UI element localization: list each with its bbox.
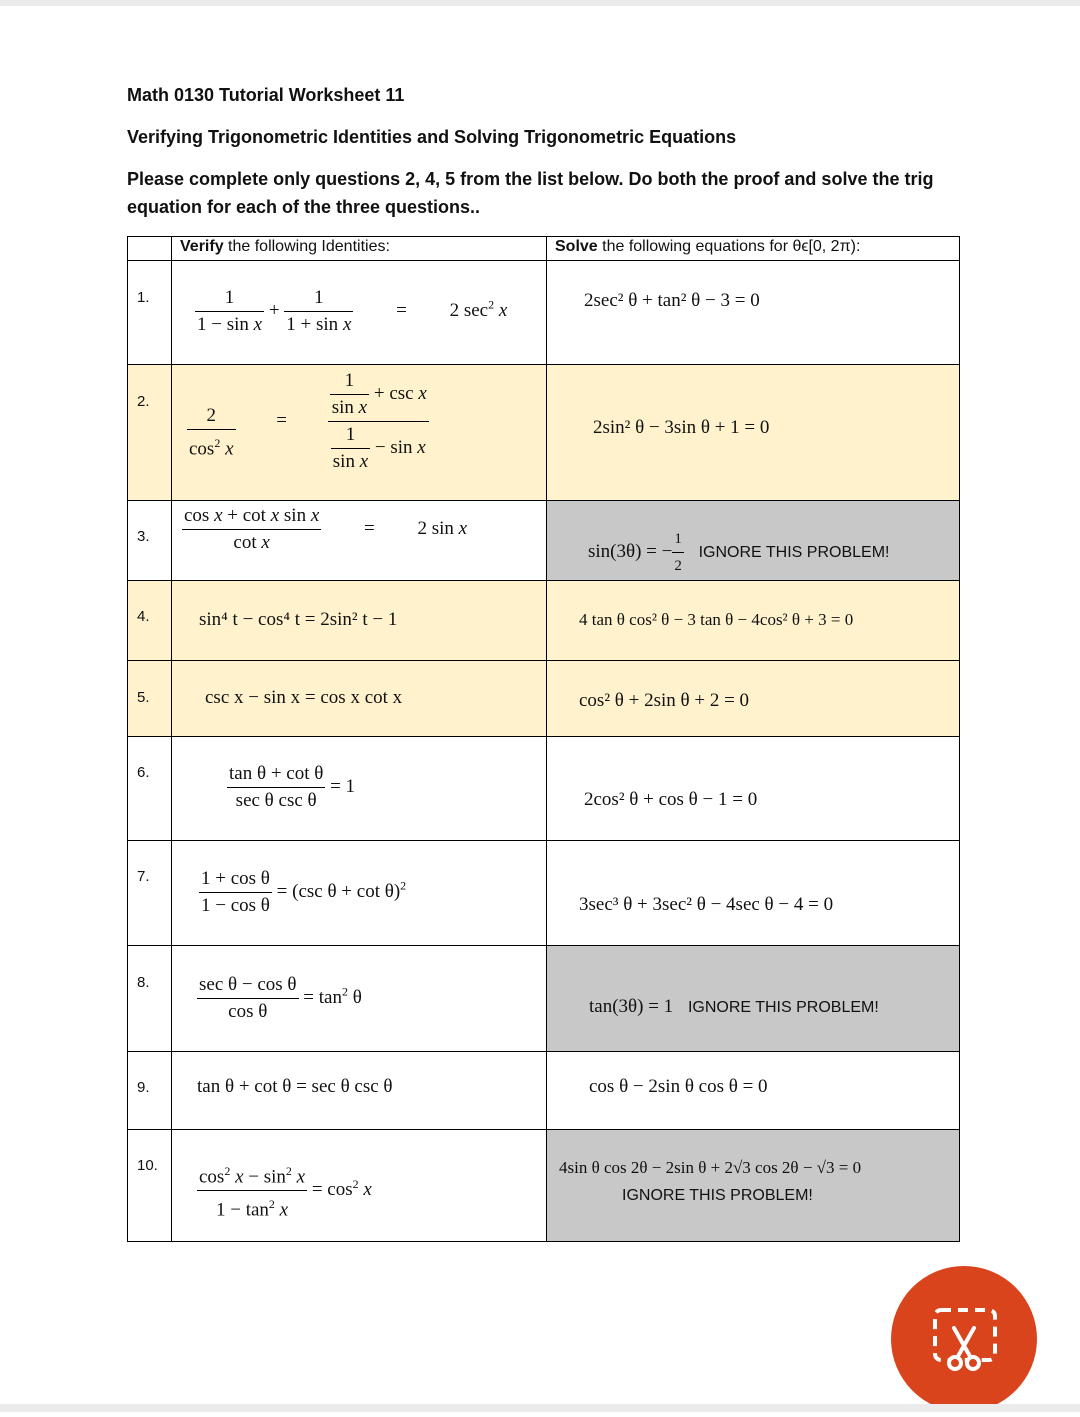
row-number: 9. bbox=[137, 1079, 150, 1096]
ignore-note-3: IGNORE THIS PROBLEM! bbox=[698, 543, 890, 561]
row-number: 7. bbox=[137, 868, 150, 885]
top-bar bbox=[0, 0, 1080, 6]
equation-5: cos² θ + 2sin θ + 2 = 0 bbox=[579, 690, 750, 711]
identity-1: $\frac{1}{\text{1 − sin x}}$ + $\frac{1}{\text{1 + sin x}}$ = 2 $\sec^2 x$ bbox=[197, 287, 508, 335]
ignore-note-8: IGNORE THIS PROBLEM! bbox=[687, 999, 879, 1016]
row-number: 4. bbox=[137, 608, 150, 625]
worksheet-subtitle: Verifying Trigonometric Identities and Solving Trigonometric Equations bbox=[127, 127, 737, 147]
identity-3: $\frac{\text{cos x + cot x sin x}}{\text{cot x}}$ = 2 sin x bbox=[184, 505, 468, 553]
row-number: 2. bbox=[137, 393, 150, 410]
row-4-5-highlight bbox=[127, 581, 960, 736]
screenshot-scissors-icon bbox=[891, 1266, 1037, 1412]
identity-9: tan θ + cot θ = sec θ csc θ bbox=[197, 1076, 393, 1097]
equation-1: 2sec² θ + tan² θ − 3 = 0 bbox=[584, 290, 760, 311]
worksheet-title: Math 0130 Tutorial Worksheet 11 bbox=[127, 85, 405, 105]
identity-10: $\frac{\cos^2 x - \sin^2 x}{1 - \tan^2 x}$ = $\cos^2 x$ bbox=[197, 1158, 372, 1224]
identity-2: $\frac{2}{\cos^2 x}$ = $\frac{1}{\text{sin x}}$ + csc x $\frac{1}{\text{sin x}}$ − sin x bbox=[189, 370, 427, 472]
screenshot-fab-button[interactable] bbox=[891, 1266, 1037, 1412]
row-number: 8. bbox=[137, 974, 150, 991]
equation-7: 3sec³ θ + 3sec² θ − 4sec θ − 4 = 0 bbox=[579, 894, 834, 915]
row-number: 1. bbox=[137, 289, 150, 306]
equation-10: 4sin θ cos 2θ − 2sin θ + 2√3 cos 2θ − √3 = 0 bbox=[559, 1158, 862, 1177]
row-10-solve-gray bbox=[546, 1130, 960, 1242]
equation-2: 2sin² θ − 3sin θ + 1 = 0 bbox=[593, 417, 770, 438]
ignore-note-10: IGNORE THIS PROBLEM! bbox=[622, 1187, 813, 1204]
equation-4: 4 tan θ cos² θ − 3 tan θ − 4cos² θ + 3 = 0 bbox=[579, 610, 854, 629]
identity-5: csc x − sin x = cos x cot x bbox=[205, 687, 403, 708]
identity-8: $\frac{\text{sec θ − cos θ}}{\text{cos θ}}$ = $\tan^2 \theta$ bbox=[199, 974, 362, 1022]
header-solve: Solve the following equations for θϵ[0, 2π): bbox=[555, 238, 861, 255]
identity-6: $\frac{\text{tan θ + cot θ}}{\text{sec θ csc θ}}$ = 1 bbox=[229, 763, 356, 811]
equation-6: 2cos² θ + cos θ − 1 = 0 bbox=[584, 789, 758, 810]
bottom-bar bbox=[0, 1404, 1080, 1412]
identity-4: sin⁴ t − cos⁴ t = 2sin² t − 1 bbox=[199, 609, 398, 630]
header-verify: Verify the following Identities: bbox=[180, 238, 390, 255]
equation-3: sin(3θ) = − $\frac{1}{2}$ IGNORE THIS PROBLEM! bbox=[588, 526, 889, 579]
row-number: 3. bbox=[137, 528, 150, 545]
row-number: 10. bbox=[137, 1157, 158, 1174]
equation-9: cos θ − 2sin θ cos θ = 0 bbox=[589, 1076, 768, 1097]
instructions: Please complete only questions 2, 4, 5 from the list below. Do both the proof and solve the trig equation for each of the three questions.. bbox=[127, 169, 934, 217]
identity-7: $\frac{\text{1 + cos θ}}{\text{1 − cos θ}}$ = (csc θ + cot θ)$^2$ bbox=[201, 868, 407, 916]
row-number: 6. bbox=[137, 764, 150, 781]
equation-8: tan(3θ) = 1 IGNORE THIS PROBLEM! bbox=[589, 996, 879, 1017]
worksheet-table bbox=[127, 236, 960, 1242]
row-number: 5. bbox=[137, 689, 150, 706]
